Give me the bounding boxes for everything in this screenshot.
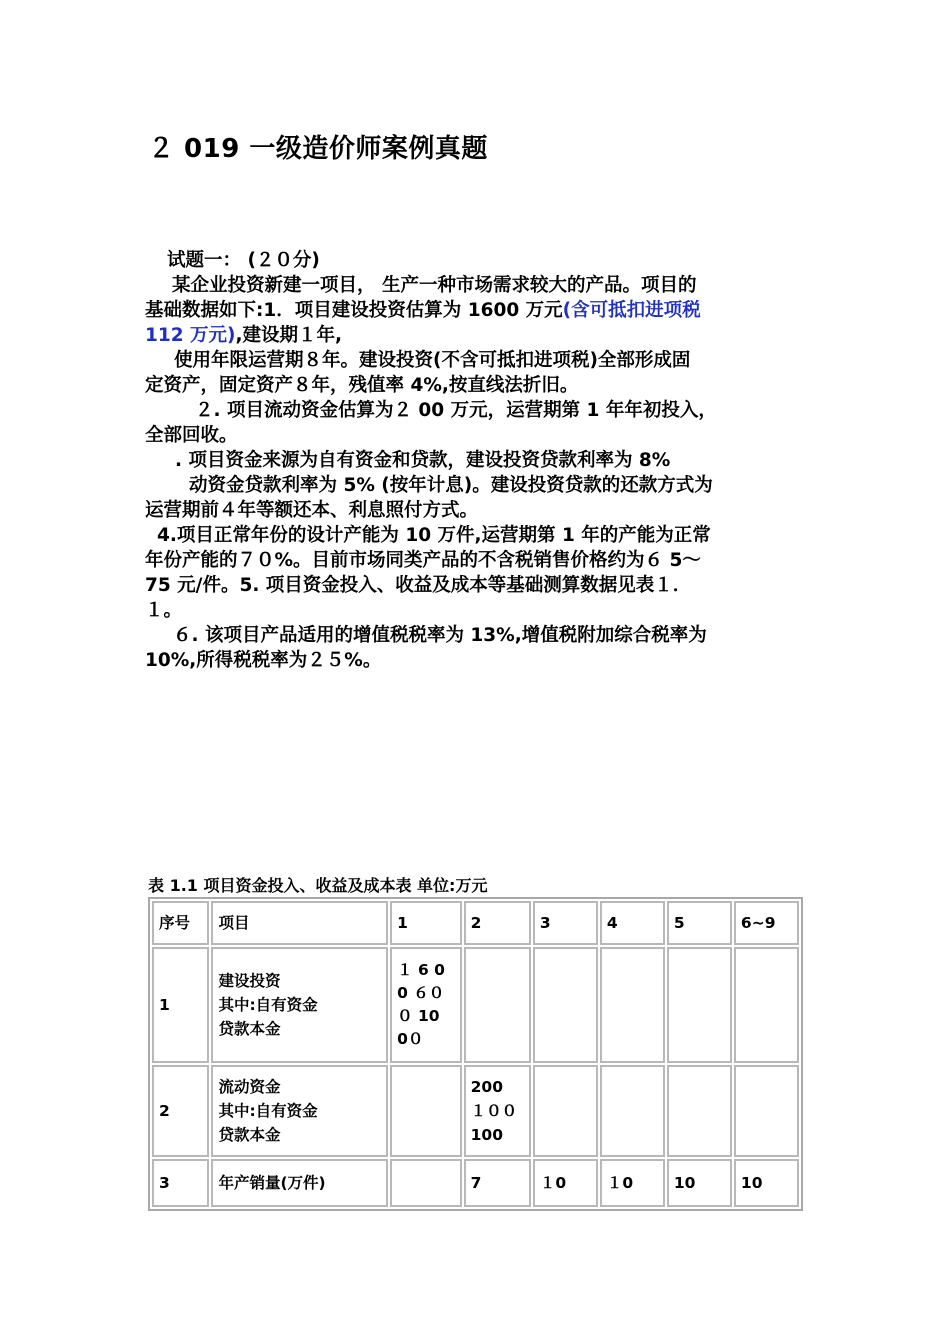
table-row bbox=[152, 1159, 799, 1207]
value-cell: １0 bbox=[600, 1159, 665, 1207]
row-number: 1 bbox=[152, 947, 209, 1063]
item-label: 其中:自有资金 bbox=[218, 996, 318, 1014]
value-cell bbox=[667, 1065, 732, 1157]
paragraph-line: 某企业投资新建一项目， 生产一种市场需求较大的产品。项目的 bbox=[172, 275, 697, 296]
value-cell: 7 bbox=[464, 1159, 531, 1207]
paragraph-line: 定资产，固定资产８年，残值率 4%,按直线法折旧。 bbox=[145, 375, 579, 396]
highlighted-text: 112 万元) bbox=[145, 325, 236, 346]
value-cell bbox=[390, 1159, 462, 1207]
value-cell bbox=[533, 947, 598, 1063]
value-cell bbox=[667, 947, 732, 1063]
paragraph-line: 使用年限运营期８年。建设投资(不含可抵扣进项税)全部形成固 bbox=[174, 350, 691, 371]
row-number: 3 bbox=[152, 1159, 209, 1207]
paragraph-line bbox=[145, 298, 701, 323]
paragraph-line bbox=[145, 323, 342, 348]
paragraph-line: 年份产能的７０%。目前市场同类产品的不含税销售价格约为６ 5～ bbox=[145, 550, 701, 571]
paragraph-line: 4.项目正常年份的设计产能为 10 万件,运营期第 1 年的产能为正常 bbox=[157, 525, 711, 546]
value-cell bbox=[390, 947, 462, 1063]
table-row bbox=[152, 947, 799, 1063]
paragraph-line: 动资金贷款利率为 5% (按年计息)。建设投资贷款的还款方式为 bbox=[189, 475, 713, 496]
value-text: 100 bbox=[470, 1126, 503, 1144]
item-label: 其中:自有资金 bbox=[218, 1102, 318, 1120]
paragraph-line: １。 bbox=[145, 600, 183, 621]
paragraph-line: . 项目资金来源为自有资金和贷款，建设投资贷款利率为 8% bbox=[175, 450, 671, 471]
value-cell bbox=[600, 1065, 665, 1157]
paragraph-line: 10%,所得税税率为２５%。 bbox=[145, 650, 382, 671]
item-label: 贷款本金 bbox=[218, 1020, 281, 1038]
item-label: 贷款本金 bbox=[218, 1126, 281, 1144]
header-cell: 项目 bbox=[211, 901, 388, 945]
value-cell bbox=[600, 947, 665, 1063]
row-items bbox=[211, 1065, 388, 1157]
value-cell bbox=[533, 1065, 598, 1157]
value-cell: １0 bbox=[533, 1159, 598, 1207]
highlighted-text: (含可抵扣进项税 bbox=[562, 300, 701, 321]
header-cell: 1 bbox=[390, 901, 462, 945]
paragraph-line: 运营期前４年等额还本、利息照付方式。 bbox=[145, 500, 479, 521]
header-cell: 2 bbox=[464, 901, 531, 945]
investment-table bbox=[148, 897, 803, 1211]
header-cell: 6~9 bbox=[734, 901, 799, 945]
paragraph-line: 75 元/件。5. 项目资金投入、收益及成本等基础测算数据见表１． bbox=[145, 575, 692, 596]
paragraph-line: ６. 该项目产品适用的增值税税率为 13%,增值税附加综合税率为 bbox=[173, 625, 707, 646]
line-text: ,建设期１年, bbox=[235, 325, 343, 346]
value-text: １ 6 00 ６００ 100０ bbox=[397, 961, 445, 1048]
table-header-row bbox=[152, 901, 799, 945]
value-cell bbox=[464, 947, 531, 1063]
paragraph-line: 全部回收。 bbox=[145, 425, 238, 446]
value-cell bbox=[734, 1065, 799, 1157]
question-heading: 试题一： (２０分) bbox=[167, 250, 320, 271]
value-cell bbox=[464, 1065, 531, 1157]
header-cell: 5 bbox=[667, 901, 732, 945]
row-items bbox=[211, 947, 388, 1063]
value-text: １００ bbox=[470, 1102, 518, 1120]
value-cell: 10 bbox=[667, 1159, 732, 1207]
header-cell: 4 bbox=[600, 901, 665, 945]
item-label: 建设投资 bbox=[218, 972, 281, 990]
item-label: 年产销量(万件) bbox=[211, 1159, 388, 1207]
value-cell bbox=[390, 1065, 462, 1157]
value-text: 200 bbox=[470, 1078, 503, 1096]
value-cell: 10 bbox=[734, 1159, 799, 1207]
table-caption: 表 1.1 项目资金投入、收益及成本表 单位:万元 bbox=[148, 876, 488, 895]
table-row bbox=[152, 1065, 799, 1157]
line-text: 基础数据如下:1．项目建设投资估算为 1600 万元 bbox=[145, 300, 563, 321]
paragraph-line: ２. 项目流动资金估算为２ 00 万元，运营期第 1 年年初投入， bbox=[195, 400, 717, 421]
item-label: 流动资金 bbox=[218, 1078, 281, 1096]
value-cell bbox=[734, 947, 799, 1063]
header-cell: 3 bbox=[533, 901, 598, 945]
row-number: 2 bbox=[152, 1065, 209, 1157]
page-title: ２ 019 一级造价师案例真题 bbox=[148, 134, 488, 164]
header-cell: 序号 bbox=[152, 901, 209, 945]
